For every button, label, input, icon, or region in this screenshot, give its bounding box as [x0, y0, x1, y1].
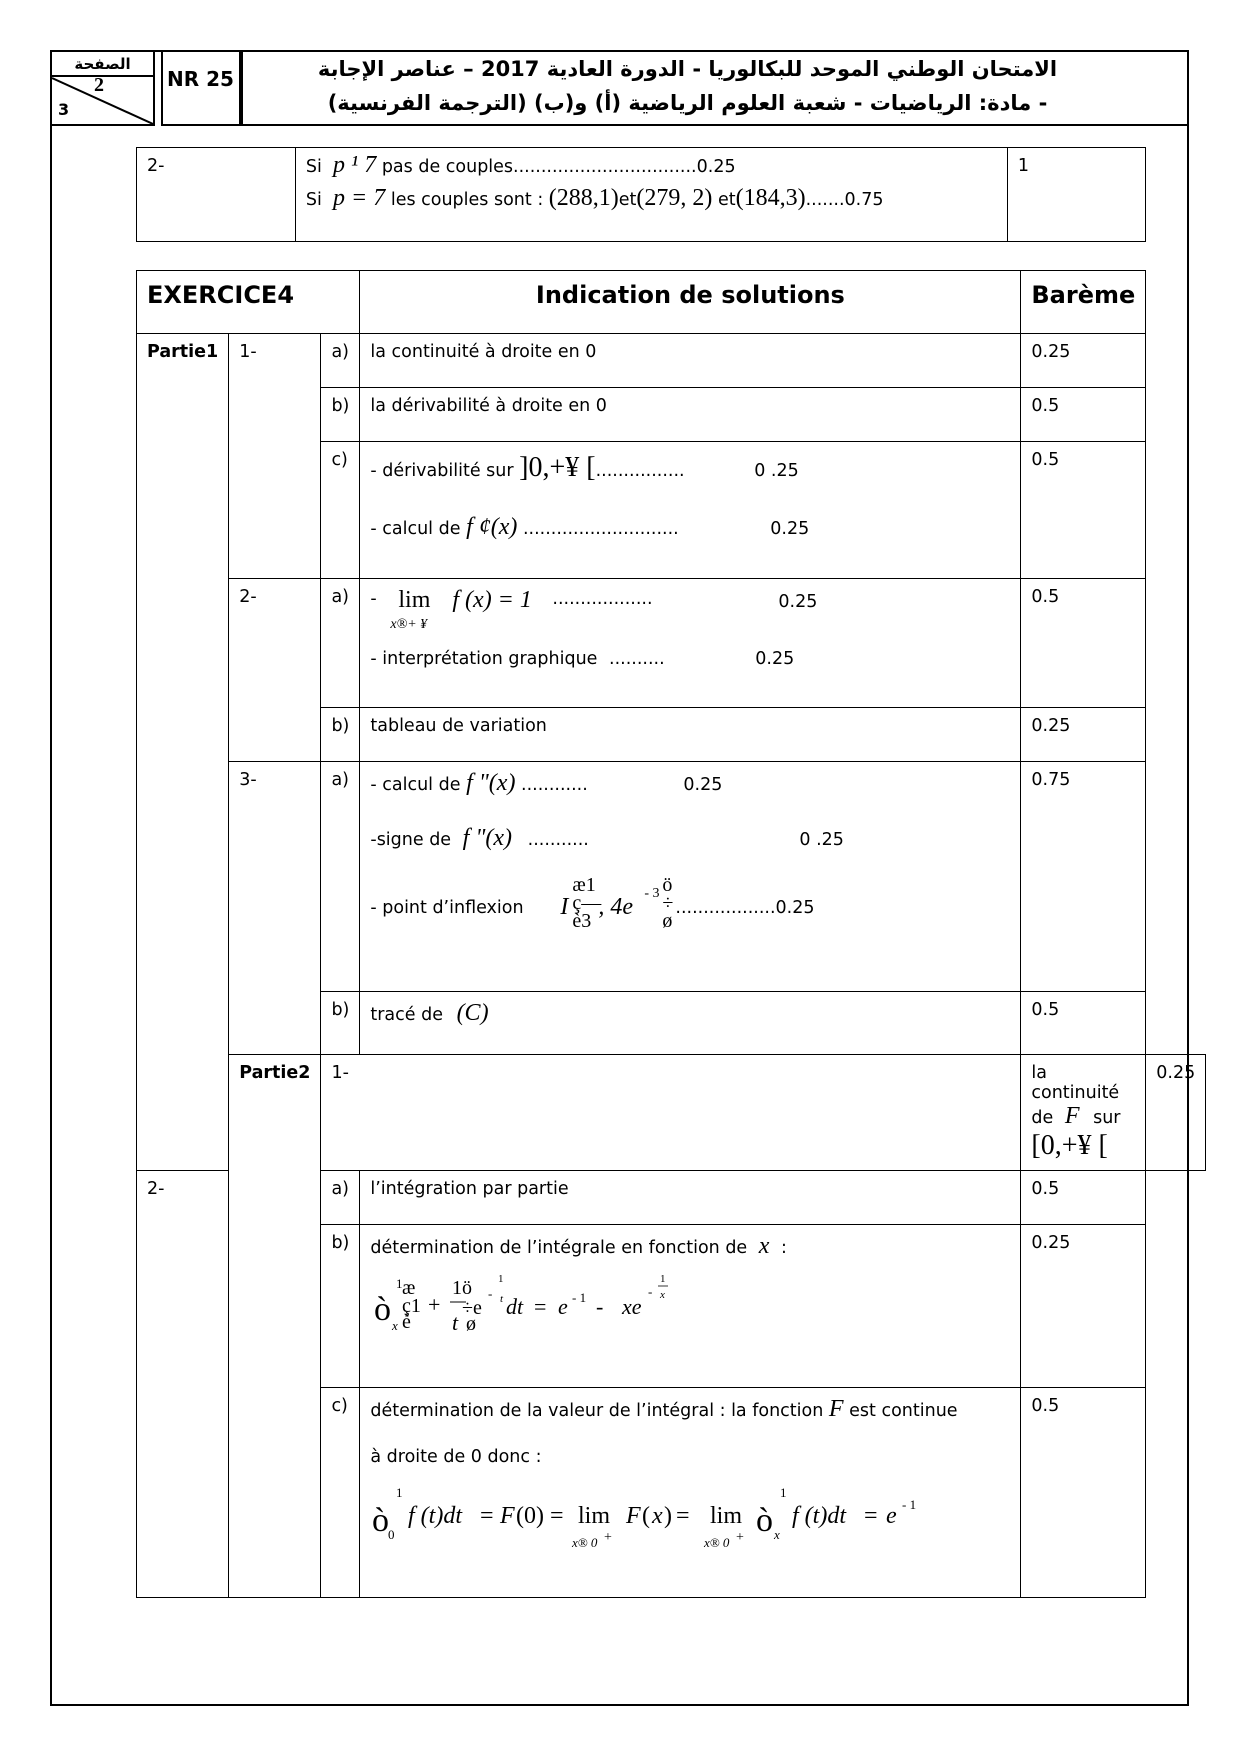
svg-text:=: = [550, 1503, 564, 1529]
point-I: I [560, 894, 569, 920]
svg-text:lim: lim [710, 1503, 743, 1529]
answer-cell [295, 148, 1007, 242]
p1-3b-bareme: 0.5 [1021, 992, 1146, 1055]
points: 0.25 [683, 775, 723, 795]
dash: - [370, 589, 377, 609]
table-exercise3-end [136, 147, 1146, 242]
svg-text:x® 0: x® 0 [572, 1535, 598, 1550]
exponent: - 3 [644, 886, 660, 901]
svg-text:+: + [736, 1530, 745, 1545]
p1-1c-line1 [370, 452, 1010, 484]
p1-3a-text [360, 762, 1021, 992]
points: 0 .25 [799, 830, 844, 850]
fraction-1-3: æ1 ç— è3 [572, 874, 602, 932]
svg-text:-: - [596, 1294, 604, 1319]
curve-C: (C) [456, 1000, 489, 1026]
svg-text:dt: dt [506, 1294, 524, 1319]
svg-text:=: = [864, 1503, 878, 1529]
p2-1-bareme: 0.25 [1146, 1055, 1206, 1171]
si-label: Si [305, 157, 322, 177]
svg-text:-: - [648, 1284, 653, 1299]
svg-text:x: x [660, 1289, 666, 1301]
p2-2b-line1 [370, 1233, 1010, 1260]
svg-text:x: x [774, 1527, 781, 1542]
svg-text:ò: ò [372, 1502, 390, 1539]
svg-text:=: = [480, 1503, 494, 1529]
header-exercise: EXERCICE4 [137, 271, 360, 334]
p1-1c-bareme: 0.5 [1021, 442, 1146, 579]
bareme-cell: 1 [1007, 148, 1145, 242]
dots: ............................ [522, 519, 679, 539]
sub-a: a) [321, 1171, 360, 1225]
p1-3a-line2 [370, 825, 1010, 852]
couple-3: (184,3) [735, 185, 806, 211]
question-number: 2- [137, 148, 296, 242]
title-line-2: - مادة: الرياضيات - شعبة العلوم الرياضية (أ) و(ب) (الترجمة الفرنسية) [327, 91, 1048, 115]
svg-text:ø: ø [466, 1313, 477, 1335]
points: 0.25 [778, 592, 818, 612]
page-label: الصفحة [52, 53, 153, 77]
determination-label: détermination de l’intégrale en fonction de [370, 1238, 748, 1258]
paren-close: ö ÷ ø [662, 874, 674, 932]
p2-2c-bareme: 0.5 [1021, 1388, 1146, 1598]
p1-1b-text: la dérivabilité à droite en 0 [360, 388, 1021, 442]
p1-2a-text [360, 579, 1021, 708]
trace-label: tracé de [370, 1005, 443, 1025]
svg-text:t: t [452, 1310, 459, 1335]
svg-text:lim: lim [578, 1503, 611, 1529]
math-x: x [758, 1233, 770, 1259]
math-f-prime: f ¢(x) [466, 514, 518, 540]
math-limit: f (x) = 1 [452, 587, 532, 613]
si-label: Si [305, 190, 322, 210]
svg-text:0: 0 [388, 1527, 395, 1542]
svg-text:-: - [488, 1286, 493, 1301]
exam-code: NR 25 [161, 50, 241, 126]
p2-2c-text [360, 1388, 1021, 1598]
svg-text:æ: æ [402, 1277, 416, 1299]
exam-title [241, 50, 1189, 126]
p1-1a-bareme: 0.25 [1021, 334, 1146, 388]
continuous-label: est continue [849, 1401, 958, 1421]
svg-text:ç1: ç1 [402, 1295, 422, 1317]
calc-label: - calcul de [370, 775, 461, 795]
svg-text:è: è [402, 1311, 412, 1333]
answer-text-1: pas de couples.................................0.25 [381, 157, 736, 177]
couple-1: (288,1) [548, 185, 619, 211]
question-2: 2- [229, 579, 321, 762]
svg-text:÷e: ÷e [462, 1297, 483, 1319]
header-bareme: Barème [1021, 271, 1146, 334]
answer-text-2: les couples sont : [390, 190, 544, 210]
partie1-label: Partie1 [137, 334, 229, 1171]
limit-integral-formula [370, 1479, 1010, 1559]
p2-2c-line1 [370, 1396, 1010, 1423]
math-4e: , 4e [598, 894, 634, 920]
question-3: 3- [229, 762, 321, 1055]
math-p-eq-7: p = 7 [333, 185, 386, 211]
table-exercise4 [136, 270, 1206, 1598]
svg-text:=: = [676, 1503, 690, 1529]
svg-text:e: e [558, 1294, 569, 1319]
p1-3a-line1 [370, 770, 1010, 797]
sur-label: sur [1093, 1108, 1121, 1128]
colon: : [781, 1238, 787, 1258]
question-2: 2- [137, 1171, 229, 1598]
p2-1-text [1021, 1055, 1146, 1171]
p1-2b-bareme: 0.25 [1021, 708, 1146, 762]
sub-a: a) [321, 762, 360, 992]
p1-1c-label1: - dérivabilité sur [370, 461, 514, 481]
svg-text:xe: xe [622, 1294, 642, 1319]
p1-2a-line2 [370, 649, 1010, 669]
sub-c: c) [321, 1388, 360, 1598]
p1-2a-line1 [370, 587, 1010, 631]
lim-subscript: x®+ ¥ [390, 617, 428, 632]
sub-b: b) [321, 388, 360, 442]
svg-text:): ) [664, 1503, 673, 1529]
p1-3a-bareme: 0.75 [1021, 762, 1146, 992]
svg-text:f (t)dt: f (t)dt [792, 1503, 847, 1529]
svg-text:(0): (0) [516, 1503, 545, 1529]
partie2-label: Partie2 [229, 1055, 321, 1598]
svg-text:1: 1 [396, 1276, 403, 1291]
p1-1b-bareme: 0.5 [1021, 388, 1146, 442]
header-indication: Indication de solutions [360, 271, 1021, 334]
svg-text:F: F [500, 1503, 516, 1529]
dots: ................ [595, 461, 685, 481]
p1-1a-text: la continuité à droite en 0 [360, 334, 1021, 388]
points: 0.25 [770, 519, 810, 539]
math-F: F [1064, 1103, 1080, 1129]
svg-text:1: 1 [396, 1485, 403, 1500]
svg-text:1: 1 [660, 1273, 666, 1285]
points: ..................0.25 [675, 898, 815, 918]
sub-b: b) [321, 708, 360, 762]
determination-value-label: détermination de la valeur de l’intégral : la fonction [370, 1401, 824, 1421]
points: .......0.75 [805, 190, 884, 210]
et-label: et [717, 190, 736, 210]
svg-text:F: F [626, 1503, 642, 1529]
svg-text:(: ( [642, 1503, 651, 1529]
page-number: 2 [94, 74, 104, 96]
dots: ........... [527, 830, 589, 850]
sub-b: b) [321, 1225, 360, 1388]
svg-text:- 1: - 1 [902, 1497, 917, 1512]
points: 0 .25 [754, 461, 799, 481]
svg-text:ò: ò [756, 1502, 774, 1539]
sub-a: a) [321, 334, 360, 388]
integral-formula [370, 1268, 700, 1348]
p2-2b-text [360, 1225, 1021, 1388]
question-1: 1- [321, 1055, 1021, 1171]
svg-text:1: 1 [780, 1485, 787, 1500]
p1-2b-text: tableau de variation [360, 708, 1021, 762]
svg-text:- 1: - 1 [572, 1290, 587, 1305]
sign-label: -signe de [370, 830, 452, 850]
p1-3a-line3 [370, 876, 1010, 946]
et-label: et [618, 190, 637, 210]
dots: .......... [609, 649, 665, 669]
p2-2c-line2: à droite de 0 donc : [370, 1447, 542, 1467]
math-f-second: f "(x) [462, 825, 513, 851]
math-f-second: f "(x) [466, 770, 516, 796]
couple-2: (279, 2) [636, 185, 713, 211]
page-total: 3 [58, 100, 70, 119]
svg-text:1: 1 [498, 1273, 504, 1285]
svg-text:x® 0: x® 0 [704, 1535, 730, 1550]
svg-text:t: t [500, 1293, 504, 1305]
svg-text:ò: ò [374, 1291, 392, 1328]
svg-text:=: = [534, 1294, 547, 1319]
title-line-1: الامتحان الوطني الموحد للبكالوريا - الدورة العادية 2017 – عناصر الإجابة [317, 57, 1058, 81]
interval-closed: [0,+¥ [ [1031, 1130, 1108, 1161]
sub-a: a) [321, 579, 360, 708]
continuity-label: la continuité de [1031, 1063, 1120, 1128]
svg-text:f (t)dt: f (t)dt [408, 1503, 463, 1529]
p2-2a-bareme: 0.5 [1021, 1171, 1146, 1225]
svg-text:e: e [886, 1503, 898, 1529]
dots: ............ [521, 775, 588, 795]
p1-2a-bareme: 0.5 [1021, 579, 1146, 708]
math-F: F [828, 1396, 844, 1422]
sub-b: b) [321, 992, 360, 1055]
interpretation-label: - interprétation graphique [370, 649, 598, 669]
p1-1c-line2 [370, 514, 1010, 541]
p1-1c-label2: - calcul de [370, 519, 461, 539]
interval-open: ]0,+¥ [ [519, 452, 596, 483]
svg-text:+: + [604, 1530, 613, 1545]
inflexion-label: - point d’inflexion [370, 898, 524, 918]
svg-text:x: x [652, 1503, 664, 1529]
sub-c: c) [321, 442, 360, 579]
page-number-box [50, 50, 155, 126]
math-p-neq-7: p ¹ 7 [333, 152, 377, 178]
svg-text:x: x [392, 1318, 399, 1333]
dots: .................. [552, 589, 653, 609]
question-1: 1- [229, 334, 321, 579]
p1-1c-text [360, 442, 1021, 579]
lim-symbol: lim [398, 587, 431, 613]
answer-line-2 [306, 185, 997, 212]
p2-2b-bareme: 0.25 [1021, 1225, 1146, 1388]
svg-text:+: + [428, 1292, 441, 1317]
svg-text:1ö: 1ö [452, 1277, 473, 1299]
p2-2a-text: l’intégration par partie [360, 1171, 1021, 1225]
answer-line-1 [306, 152, 997, 179]
p1-3b-text [360, 992, 1021, 1055]
points: 0.25 [755, 649, 795, 669]
